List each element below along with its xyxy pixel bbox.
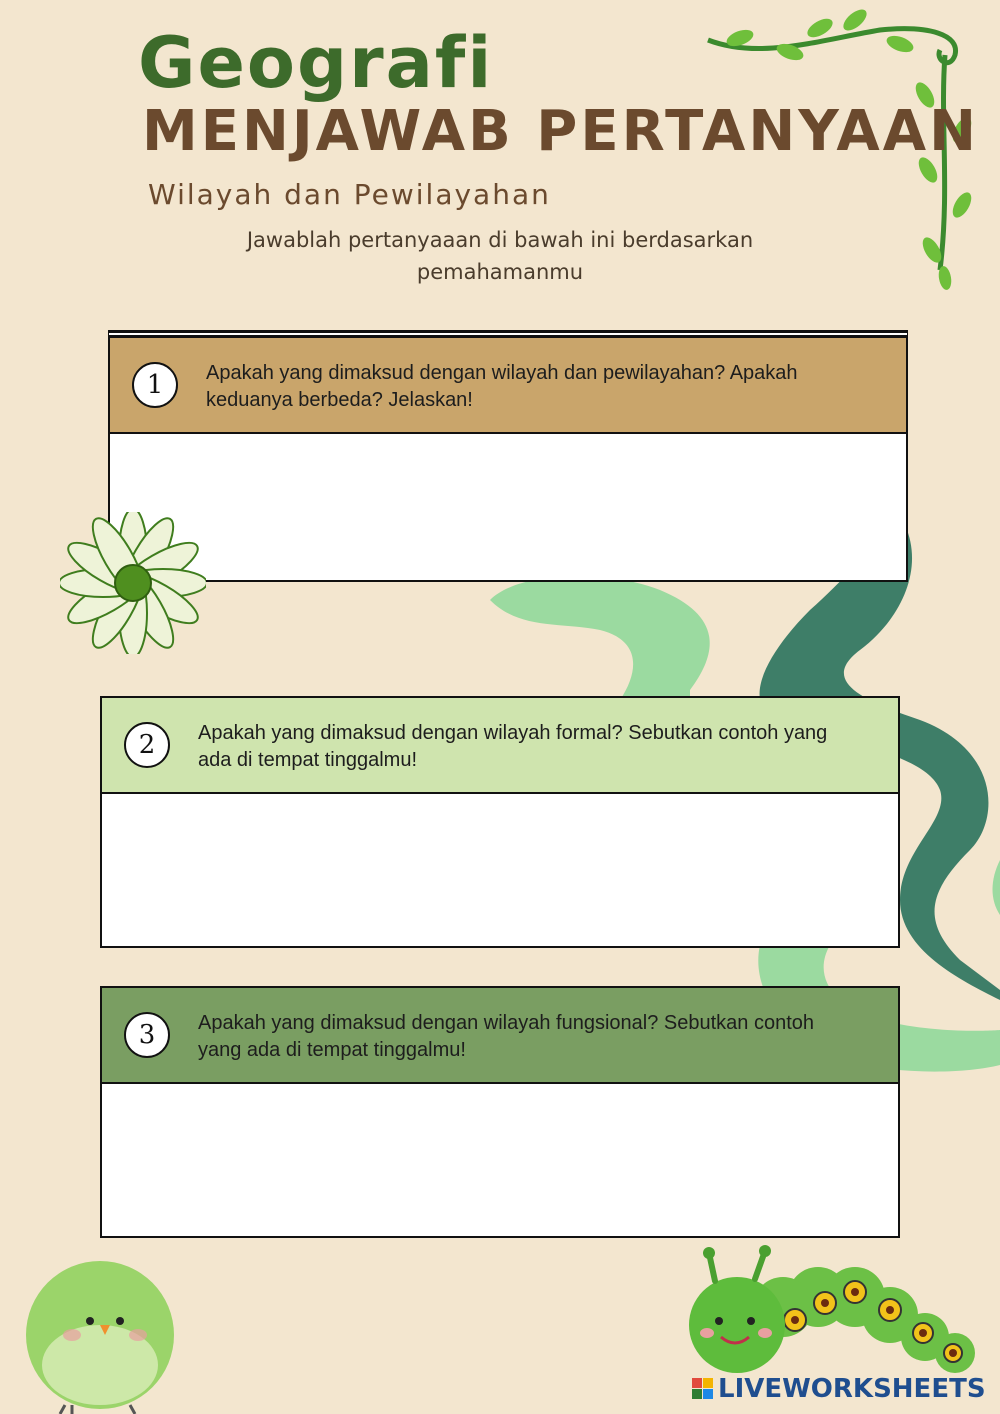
liveworksheets-watermark[interactable]: LIVEWORKSHEETS <box>718 1374 986 1404</box>
question-card-2 <box>100 696 900 948</box>
question-text: Apakah yang dimaksud dengan wilayah dan pewilayahan? Apakah keduanya berbeda? Jelaskan! <box>206 362 798 411</box>
page-title: Geografi <box>138 22 494 104</box>
question-header-2 <box>102 698 898 794</box>
light-green-edge <box>993 860 1000 915</box>
daisy-flower-icon <box>60 512 206 654</box>
question-header-3 <box>102 988 898 1084</box>
logo-square-green <box>692 1389 702 1399</box>
liveworksheets-logo-icon <box>692 1378 714 1400</box>
question-number-badge: 3 <box>124 1012 170 1058</box>
caterpillar-icon <box>685 1245 985 1375</box>
answer-area-2[interactable] <box>102 794 898 946</box>
question-number-badge: 2 <box>124 722 170 768</box>
answer-area-3[interactable] <box>102 1084 898 1236</box>
question-text: Apakah yang dimaksud dengan wilayah fungsional? Sebutkan contoh yang ada di tempat tinggalmu! <box>198 1012 814 1061</box>
topic-heading: Wilayah dan Pewilayahan <box>148 178 551 211</box>
question-card-1 <box>108 330 908 582</box>
question-header-1 <box>110 338 906 434</box>
question-text: Apakah yang dimaksud dengan wilayah formal? Sebutkan contoh yang ada di tempat tinggalmu! <box>198 722 828 771</box>
question-number-badge: 1 <box>132 362 178 408</box>
instruction-text: Jawablah pertanyaaan di bawah ini berdasarkan pemahamanmu <box>246 228 754 284</box>
logo-square-yellow <box>703 1378 713 1388</box>
question-card-3 <box>100 986 900 1238</box>
light-green-wave <box>490 576 710 700</box>
page-subtitle: MENJAWAB PERTANYAAN <box>142 99 979 164</box>
logo-square-blue <box>703 1389 713 1399</box>
green-bird-icon <box>10 1255 190 1414</box>
answer-area-1[interactable] <box>110 434 906 580</box>
logo-square-red <box>692 1378 702 1388</box>
